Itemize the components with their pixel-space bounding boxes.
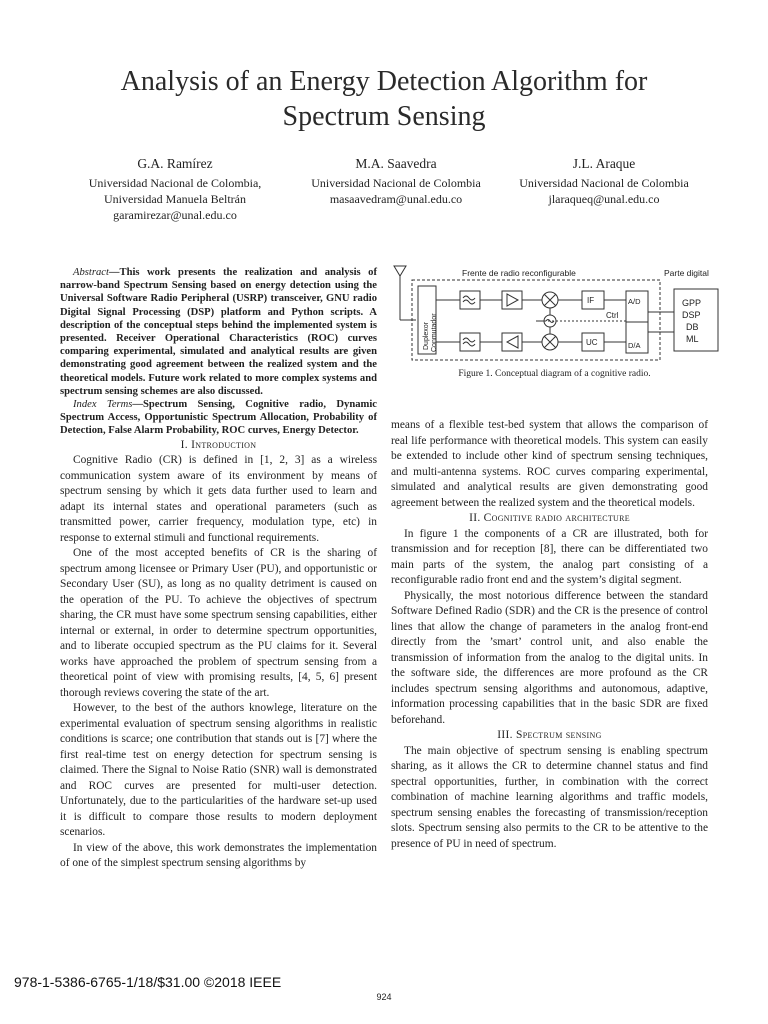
paper-title bbox=[40, 64, 728, 134]
label-uc: UC bbox=[586, 338, 598, 347]
page-number: 924 bbox=[376, 992, 392, 1002]
left-column bbox=[60, 266, 377, 872]
author-email[interactable]: garamirezar@unal.edu.co bbox=[113, 208, 237, 222]
author-3 bbox=[494, 156, 714, 207]
label-ml: ML bbox=[686, 334, 699, 344]
right-column bbox=[391, 418, 708, 852]
antenna-icon bbox=[394, 266, 406, 276]
author-affiliation: Universidad Nacional de Colombia bbox=[519, 176, 689, 190]
author-name: J.L. Araque bbox=[572, 156, 636, 171]
figure-1 bbox=[388, 262, 720, 366]
author-email[interactable]: jlaraqueq@unal.edu.co bbox=[548, 192, 660, 206]
author-affiliation: Universidad Nacional de Colombia bbox=[311, 176, 481, 190]
label-dsp: DSP bbox=[682, 310, 701, 320]
paragraph: The main objective of spectrum sensing is enabling spectrum sharing, as it allows the CR to determine channel status and find spectral opportunities, further, in combination with the correct combination of machine learning algorithms and traffic models, spectrum sensing enables the forecasting of transmission/reception slots. Spectrum sensing also permits to the CR to be attentive to the presence of PU in need of spectrum. bbox=[391, 744, 708, 850]
abstract bbox=[60, 266, 377, 398]
paragraph: However, to the best of the authors knowlege, literature on the experimental evaluation of spectrum sensing algorithms in realistic conditions is scarce; one contribution that stands out is [7] where the first real-time test on energy detection for spectrum sensing is claimed. There the Signal to Noise Ratio (SNR) wall is demonstrated and ROC curves are presented for multi-user detection. Unfortunately, due to the particularities of the hardware set-up used it is difficult to compare those results to modern deployment scenarios. bbox=[60, 702, 377, 839]
cognitive-radio-diagram bbox=[388, 262, 720, 366]
author-affiliation: Universidad Nacional de Colombia, bbox=[88, 176, 262, 190]
abstract-label: Abstract bbox=[73, 267, 109, 278]
label-digital: Parte digital bbox=[664, 268, 709, 278]
abstract-text: —This work presents the realization and analysis of narrow-band Spectrum Sensing based on energy detection using the Universal Software Radio Peripheral (USRP) transceiver, GNU radio Digital Signal Processing (DSP) platform and Python scripts. A description of the conceptual steps behind the implemented system is presented. Receiver Operational Characteristics (ROC) curves comparing experimental, simulated and analytical results are given demonstrating good agreement between the realized system and the theoretical models. Future work related to more complex systems and spectrum sensing schemes are also discussed. bbox=[60, 267, 377, 397]
author-email[interactable]: masaavedram@unal.edu.co bbox=[329, 192, 463, 206]
label-duplexor: Duplexor bbox=[423, 321, 430, 350]
title-line-1: Analysis of an Energy Detection Algorithm for bbox=[120, 66, 648, 97]
author-2 bbox=[286, 156, 506, 207]
front-end-box bbox=[412, 280, 660, 360]
copyright-notice: 978-1-5386-6765-1/18/$31.00 ©2018 IEEE bbox=[14, 974, 282, 990]
title-line-2: Spectrum Sensing bbox=[282, 101, 486, 132]
label-ad: A/D bbox=[628, 297, 641, 306]
paragraph: means of a flexible test-bed system that allows the comparison of real life performance with theoretical models. This system can easily be extended to include other kind of spectrum sensing techniques, and multi-antenna systems. ROC curves comparing experimental, simulated and analytical results are given demonstrating good agreement between the realized system and the theoretical models. bbox=[391, 419, 708, 509]
label-db: DB bbox=[686, 322, 699, 332]
paragraph: Physically, the most notorious difference between the standard Software Defined Radio (SDR) and the CR is the presence of control lines that allow the change of parameters in the analog front-end directly from the ’smart’ control unit, and also enable the transmission of information from the analog to the digital units. In the software side, the differences are more profound as the CR includes spectrum sensing algorithms and autonomous, adaptive, information processing capabilities that in the basic SDR are fixed beforehand. bbox=[391, 589, 708, 726]
amp-bottom bbox=[502, 333, 522, 351]
paragraph: One of the most accepted benefits of CR is the sharing of spectrum among licensee or Primary User (PU), and opportunistic or Secondary User (SU), as long as no quality detriment is caused on the operation of the PU. To achieve the objectives of spectrum sharing, the CR must have some spectrum sensing capabilities, either internal or external, in order to determine spectrum opportunities, and to liberate occupied spectrum as the PU claims for it. Several works have approached the problem of spectrum sensing from a theoretical point of view with promising results, [4, 5, 6] present thorough reviews covering the state of the art. bbox=[60, 547, 377, 699]
paragraph: In view of the above, this work demonstrates the implementation of one of the simplest spectrum sensing algorithms by bbox=[60, 841, 377, 870]
index-terms bbox=[60, 398, 377, 438]
section-2-heading: II. Cognitive radio architecture bbox=[469, 512, 630, 524]
paragraph: In figure 1 the components of a CR are illustrated, both for transmission and for reception [8], there can be differentiated two main parts of the system, the analog part consisting of a reconfigurable radio front end and the system’s digital segment. bbox=[391, 527, 708, 586]
section-3-heading: III. Spectrum sensing bbox=[497, 729, 602, 741]
author-name: G.A. Ramírez bbox=[137, 156, 213, 171]
paragraph: Cognitive Radio (CR) is defined in [1, 2, 3] as a wireless communication system aware of its environment by means of spectrum sensing by which it gets data further used to learn and adapt its internal states and operational parameters (such as transmitted power, carrier frequency, modulation type, etc) in response to external stimuli and functional requirements. bbox=[60, 454, 377, 544]
author-affiliation: Universidad Manuela Beltrán bbox=[104, 192, 246, 206]
filter-top bbox=[460, 291, 480, 309]
label-ctrl: Ctrl bbox=[606, 311, 619, 320]
section-1-heading: I. Introduction bbox=[180, 438, 257, 451]
label-if: IF bbox=[587, 296, 595, 305]
label-conmutador: Conmutador bbox=[431, 313, 438, 352]
author-block bbox=[60, 156, 728, 226]
figure-caption: Figure 1. Conceptual diagram of a cognitive radio. bbox=[458, 369, 651, 379]
index-terms-text: —Spectrum Sensing, Cognitive radio, Dynamic Spectrum Access, Opportunistic Spectrum Allocation, Probability of Detection, False Alarm Probability, ROC curves, Energy Detector. bbox=[60, 399, 377, 437]
filter-bottom bbox=[460, 333, 480, 351]
author-1 bbox=[60, 156, 290, 223]
label-da: D/A bbox=[628, 341, 641, 350]
author-name: M.A. Saavedra bbox=[355, 156, 437, 171]
index-terms-label: Index Terms bbox=[73, 399, 133, 411]
label-front-end: Frente de radio reconfigurable bbox=[462, 268, 576, 278]
label-gpp: GPP bbox=[682, 298, 702, 308]
